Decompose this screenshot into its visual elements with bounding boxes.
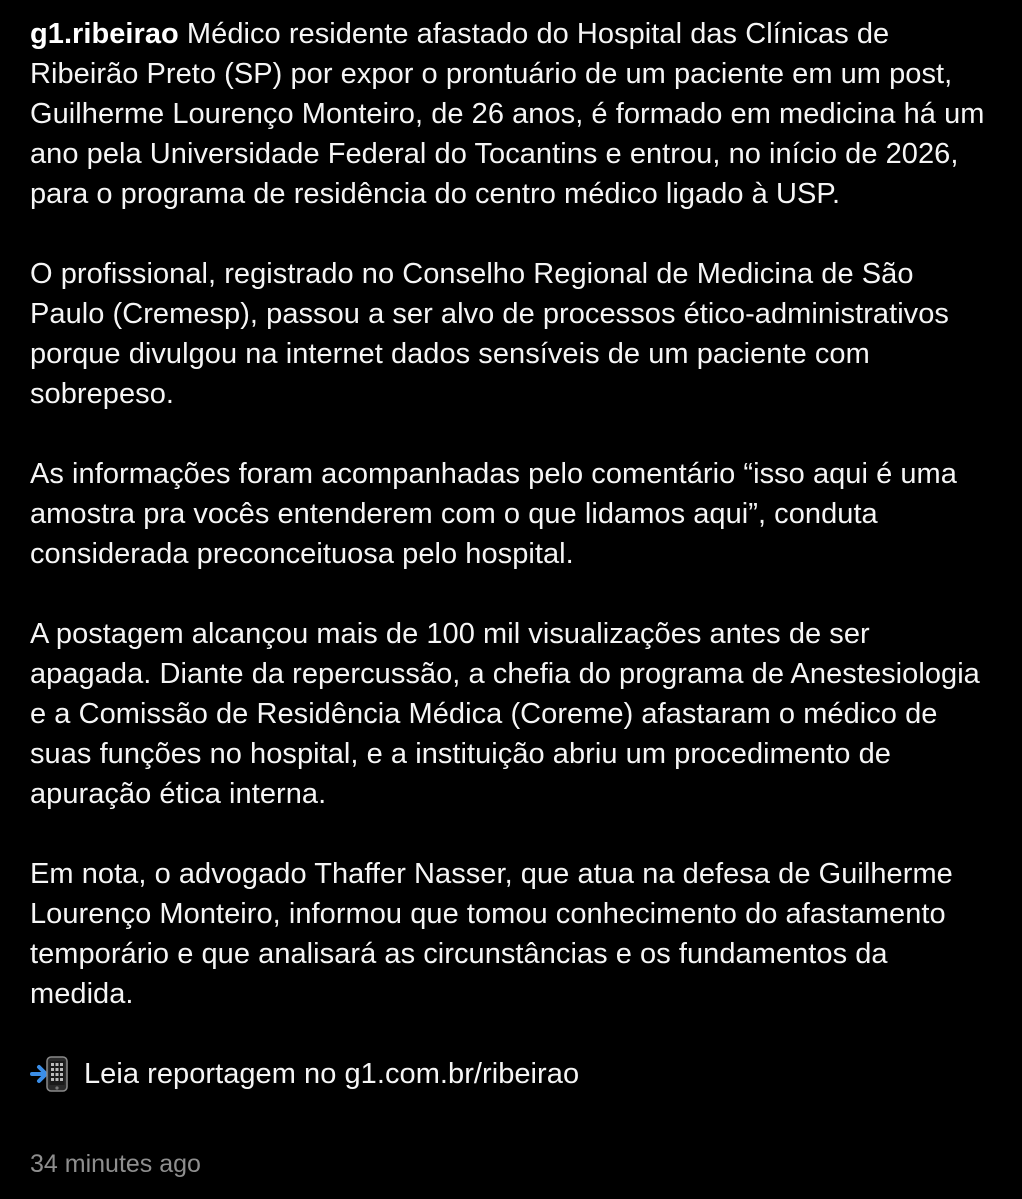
post-caption — [30, 14, 996, 1094]
caption-paragraph-5: Em nota, o advogado Thaffer Nasser, que atua na defesa de Guilherme Lourenço Monteiro, informou que tomou conhecimento do afastamento temporário e que analisará as circunstâncias e os fundamentos da medida. — [30, 858, 953, 1010]
caption-paragraph-3: As informações foram acompanhadas pelo comentário “isso aqui é uma amostra pra vocês entenderem com o que lidamos aqui”, conduta considerada preconceituosa pelo hospital. — [30, 458, 957, 570]
mobile-phone-with-arrow-icon — [30, 1056, 74, 1092]
post-timestamp: 34 minutes ago — [30, 1150, 201, 1178]
caption-text-1: Médico residente afastado do Hospital das Clínicas de Ribeirão Preto (SP) por expor o prontuário de um paciente em um post, Guilherme Lourenço Monteiro, de 26 anos, é formado em medicina há um ano pela Universidade Federal do Tocantins e entrou, no início de 2026, para o programa de residência do centro médico ligado à USP. — [30, 18, 985, 210]
caption-paragraph-2: O profissional, registrado no Conselho Regional de Medicina de São Paulo (Cremesp), passou a ser alvo de processos ético-administrativos porque divulgou na internet dados sensíveis de um paciente com sobrepeso. — [30, 258, 949, 410]
username-link[interactable]: g1.ribeirao — [30, 18, 179, 50]
caption-link-line — [30, 1054, 996, 1094]
caption-paragraph-1 — [30, 14, 996, 214]
article-link[interactable]: Leia reportagem no g1.com.br/ribeirao — [84, 1058, 580, 1090]
caption-paragraph-4: A postagem alcançou mais de 100 mil visualizações antes de ser apagada. Diante da repercussão, a chefia do programa de Anestesiologia e a Comissão de Residência Médica (Coreme) afastaram o médico de suas funções no hospital, e a instituição abriu um procedimento de apuração ética interna. — [30, 618, 980, 810]
